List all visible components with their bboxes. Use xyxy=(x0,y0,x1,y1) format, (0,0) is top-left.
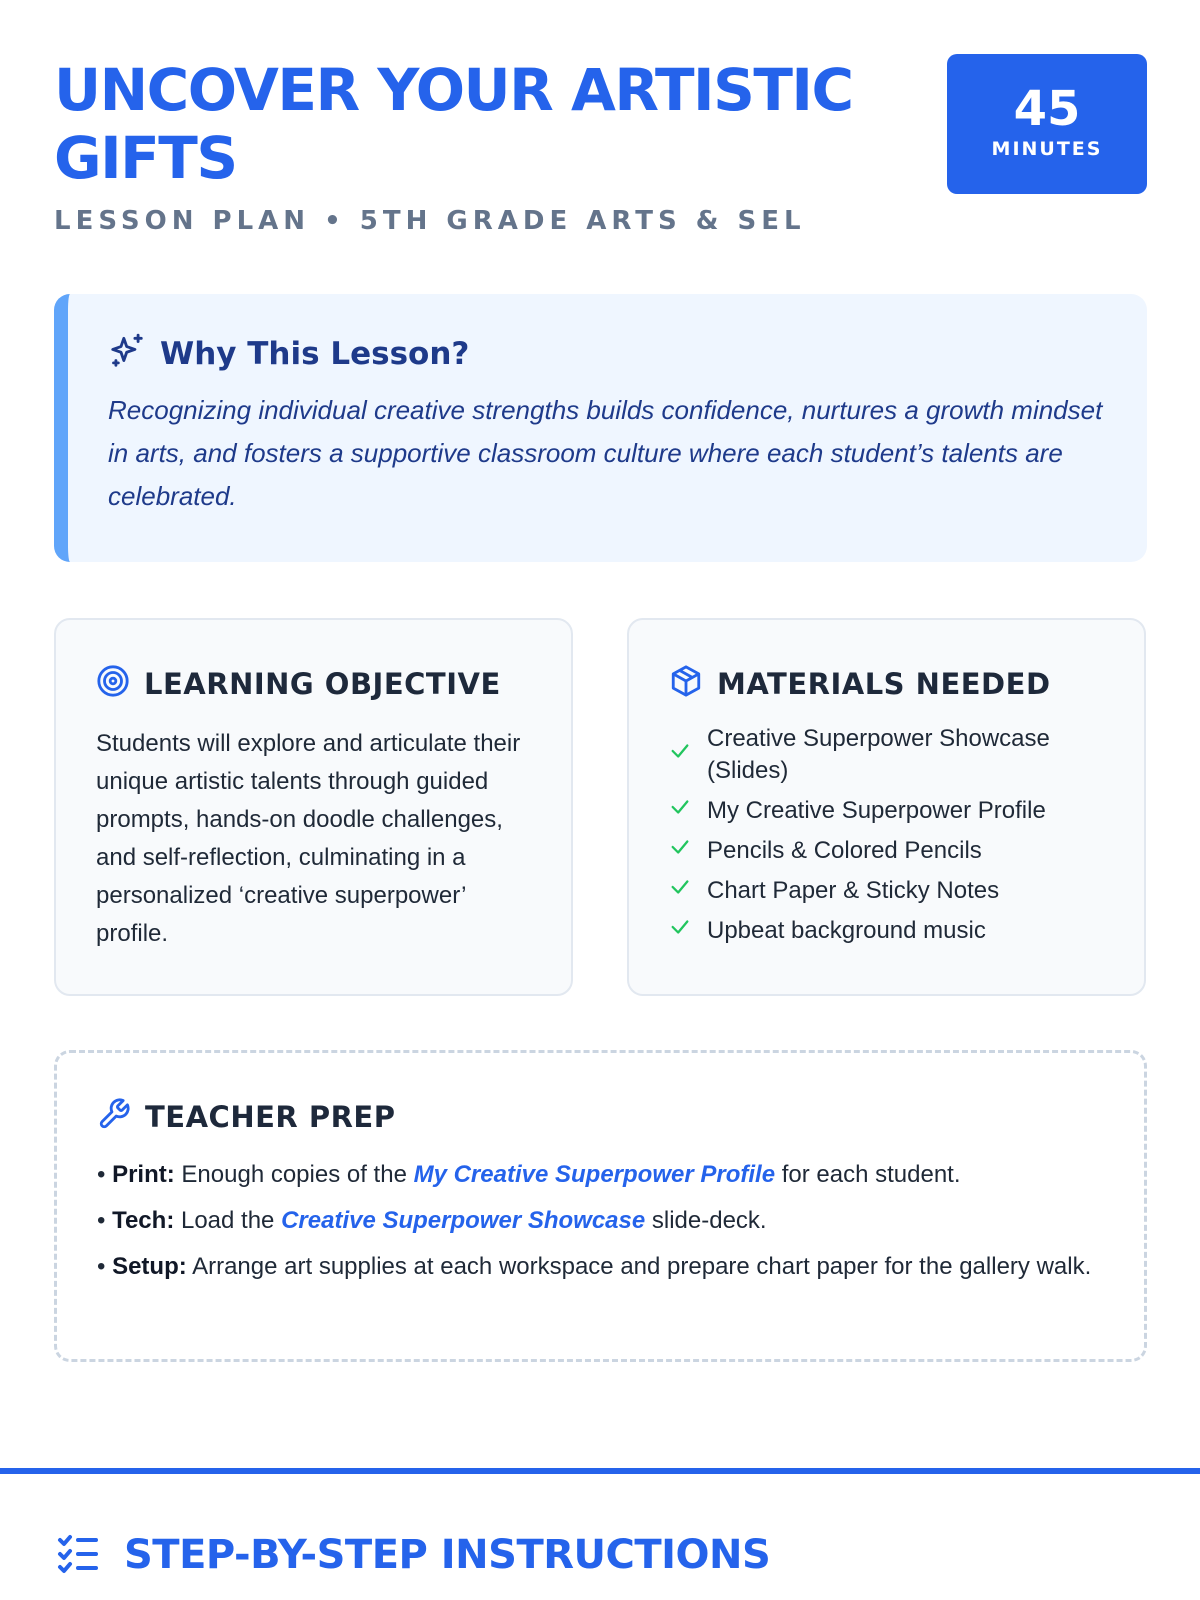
check-icon xyxy=(669,875,691,907)
list-item xyxy=(669,875,1104,907)
prep-label: Setup: xyxy=(112,1253,187,1280)
prep-text: slide-deck. xyxy=(645,1207,767,1234)
list-item xyxy=(669,915,1104,947)
duration-unit: MINUTES xyxy=(991,138,1103,160)
lesson-header xyxy=(54,56,1147,246)
why-header xyxy=(108,332,1107,375)
bullet: • xyxy=(97,1207,106,1234)
materials-header xyxy=(669,664,1104,703)
resource-reference: My Creative Superpower Profile xyxy=(413,1161,776,1188)
why-body: Recognizing individual creative strengths builds confidence, nurtures a growth mindset in arts, and fosters a supportive classroom culture where each student’s talents are celebrated. xyxy=(108,395,1103,511)
learning-objective-card xyxy=(54,618,573,996)
check-icon xyxy=(669,915,691,947)
objective-header xyxy=(96,664,531,703)
prep-title: TEACHER PREP xyxy=(145,1099,396,1134)
page-subtitle: LESSON PLAN • 5TH GRADE ARTS & SEL xyxy=(54,206,806,236)
section-divider xyxy=(0,1468,1200,1474)
target-icon xyxy=(96,664,130,703)
material-label: My Creative Superpower Profile xyxy=(707,797,1046,824)
material-label: Chart Paper & Sticky Notes xyxy=(707,877,1000,904)
prep-text: Load the xyxy=(174,1207,282,1234)
why-this-lesson-callout xyxy=(54,294,1147,562)
bullet: • xyxy=(97,1253,106,1280)
prep-text: for each student. xyxy=(775,1161,961,1188)
resource-reference: Creative Superpower Showcase xyxy=(281,1207,646,1234)
prep-header xyxy=(97,1097,1104,1136)
prep-item-tech xyxy=(97,1204,1104,1238)
duration-value: 45 xyxy=(1013,81,1081,137)
objective-title: LEARNING OBJECTIVE xyxy=(144,666,501,701)
check-icon xyxy=(669,835,691,867)
check-icon xyxy=(669,739,691,771)
materials-list xyxy=(669,723,1104,947)
steps-title: STEP-BY-STEP INSTRUCTIONS xyxy=(124,1531,771,1578)
sparkles-icon xyxy=(108,332,146,375)
materials-title: MATERIALS NEEDED xyxy=(717,666,1051,701)
materials-needed-card xyxy=(627,618,1146,996)
page-title: UNCOVER YOUR ARTISTIC GIFTS xyxy=(54,56,853,192)
prep-text: Enough copies of the xyxy=(174,1161,414,1188)
duration-badge xyxy=(947,54,1147,194)
list-item xyxy=(669,795,1104,827)
list-item xyxy=(669,723,1104,787)
why-title: Why This Lesson? xyxy=(160,335,470,372)
prep-item-print xyxy=(97,1158,1104,1192)
prep-label: Tech: xyxy=(112,1207,175,1234)
material-label: Pencils & Colored Pencils xyxy=(707,837,982,864)
objective-body: Students will explore and articulate their unique artistic talents through guided prompts, hands-on doodle challenges, and self-reflection, culminating in a personalized ‘creative superpower’ profile. xyxy=(96,730,521,947)
prep-item-setup xyxy=(97,1250,1104,1284)
steps-section-header xyxy=(54,1528,770,1581)
prep-text: Arrange art supplies at each workspace and prepare chart paper for the gallery walk. xyxy=(186,1253,1092,1280)
material-label: Upbeat background music xyxy=(707,917,986,944)
box-icon xyxy=(669,664,703,703)
prep-list xyxy=(97,1158,1104,1284)
teacher-prep-box xyxy=(54,1050,1147,1362)
list-item xyxy=(669,835,1104,867)
check-icon xyxy=(669,795,691,827)
material-label: Creative Superpower Showcase (Slides) xyxy=(707,725,1050,784)
prep-label: Print: xyxy=(112,1161,175,1188)
checklist-icon xyxy=(54,1528,102,1581)
bullet: • xyxy=(97,1161,106,1188)
wrench-icon xyxy=(97,1097,131,1136)
